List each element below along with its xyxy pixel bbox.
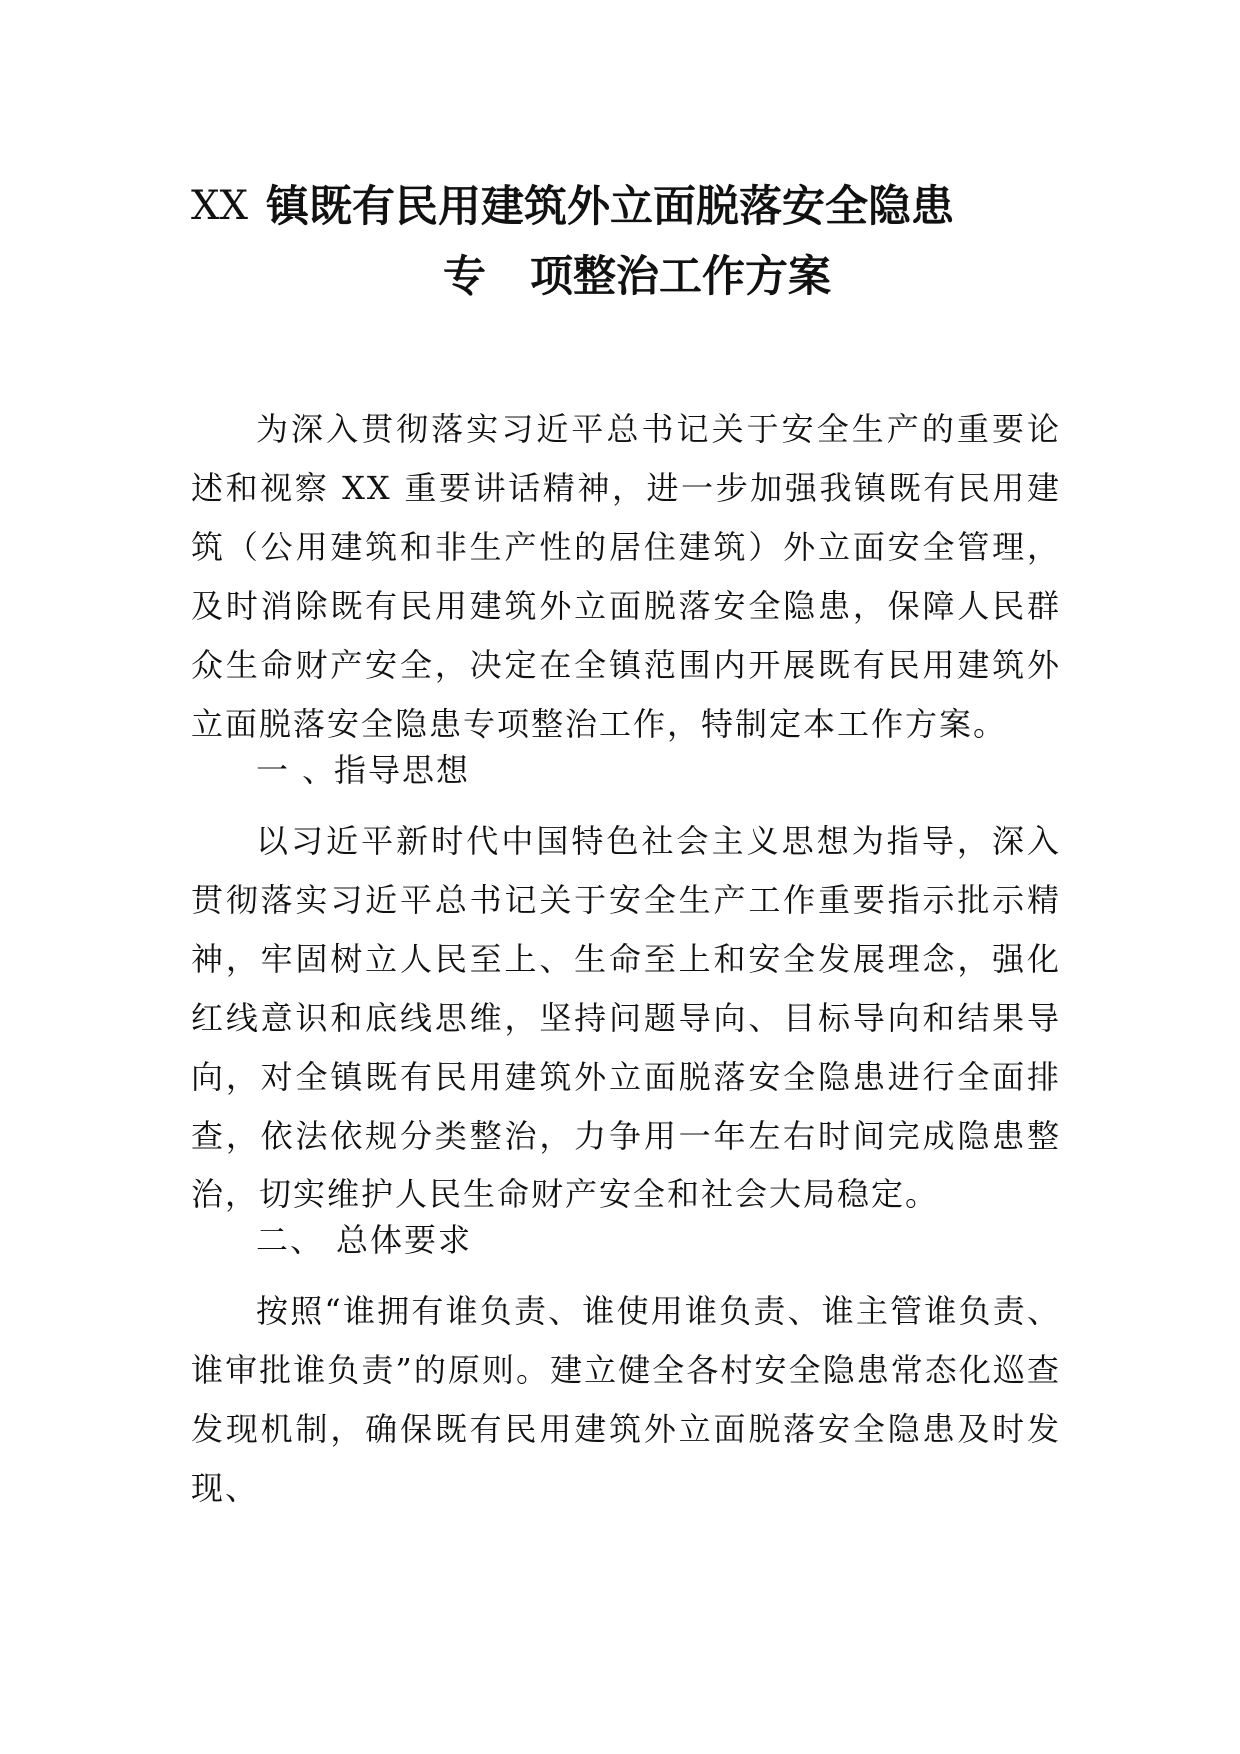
intro-paragraph: 为深入贯彻落实习近平总书记关于安全生产的重要论述和视察 XX 重要讲话精神，进一步加强我镇既有民用建筑（公用建筑和非生产性的居住建筑）外立面安全管理，及时消除既有民用建筑外立面脱落安全隐患，保障人民群众生命财产安全，决定在全镇范围内开展既有民用建筑外立面脱落安全隐患专项整治工作，特制定本工作方案。	[191, 410, 1061, 743]
section-2-paragraph-block	[191, 1282, 1061, 1518]
intro-paragraph-block	[191, 400, 1061, 753]
section-2-title: 总体要求	[336, 1221, 473, 1259]
section-1-number: 一 、	[256, 751, 337, 789]
section-2-number: 二、	[256, 1221, 325, 1259]
section-1-paragraph-block	[191, 812, 1061, 1224]
title-line2-rest: 项整治工作方案	[530, 252, 831, 302]
section-1-paragraph: 以习近平新时代中国特色社会主义思想为指导，深入贯彻落实习近平总书记关于安全生产工作重要指示批示精神，牢固树立人民至上、生命至上和安全发展理念，强化红线意识和底线思维，坚持问题导向、目标导向和结果导向，对全镇既有民用建筑外立面脱落安全隐患进行全面排查，依法依规分类整治，力争用一年左右时间完成隐患整治，切实维护人民生命财产安全和社会大局稳定。	[191, 822, 1061, 1214]
section-2-paragraph: 按照“谁拥有谁负责、谁使用谁负责、谁主管谁负责、谁审批谁负责”的原则。建立健全各村安全隐患常态化巡查发现机制，确保既有民用建筑外立面脱落安全隐患及时发现、	[191, 1292, 1061, 1507]
section-1-title: 指导思想	[334, 751, 471, 789]
title-prefix: XX	[191, 183, 248, 229]
title-line2-first-char: 专	[443, 252, 486, 302]
title-main-text: 镇既有民用建筑外立面脱落安全隐患	[266, 182, 954, 232]
